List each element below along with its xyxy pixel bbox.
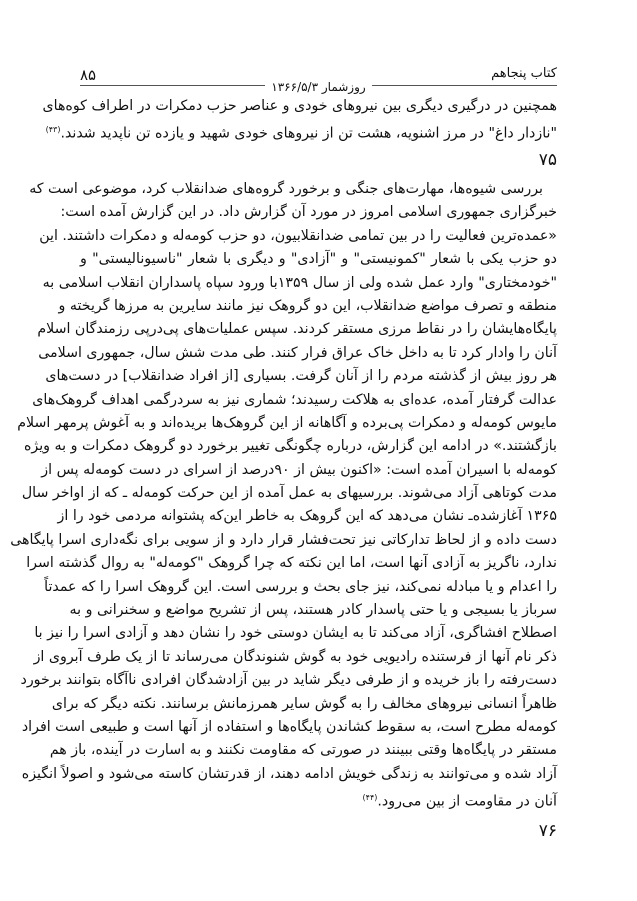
text-line <box>17 412 557 435</box>
text-line-content: اصطلاح افشاگری، آزاد می‌کند تا به ایشان دوستی خود را نشان دهد و آزادی اسرا را نیز با <box>34 625 557 642</box>
text-line-content: آنان را وادار کرد تا به داخل خاک عراق فرار کنند. طی مدت شش سال، جمهوری اسلامی <box>38 344 557 361</box>
text-line-content: پایگاه‌هایشان را در نقاط مرزی مستقر کردند. سپس عملیات‌های پی‌درپی رزمندگان اسلام <box>37 321 557 338</box>
text-line-content: دو حزب یکی با شعار "کمونیستی" و "آزادی" و دیگری با شعار "ناسیونالیستی" و <box>80 251 557 268</box>
text-line <box>69 599 557 622</box>
text-line <box>21 763 557 786</box>
text-line-content: ظاهراً انسانی نیروهای مخالف را به گوش سایر همرزمانش برسانند. نکته دیگر که برای <box>51 695 557 712</box>
text-line <box>45 365 557 388</box>
text-line <box>21 482 557 505</box>
text-line <box>29 178 557 201</box>
text-line <box>34 622 557 645</box>
text-line <box>20 669 557 692</box>
text-line-content: مایوس کومه‌له و دمکرات پی‌برده و آگاهانه از این گروهک‌ها بریده‌اند و به آغوش پرمهر اسلام <box>17 414 557 431</box>
text-line-content: را اعدام و یا مبادله نمی‌کند، نیز جای بحث و بررسی است. این گروهک اسرا را که عمدتاً <box>44 578 557 595</box>
text-line-content: خبرگزاری جمهوری اسلامی امروز در مورد آن گزارش داد. در این گزارش آمده است: <box>60 204 557 221</box>
text-line-content: "نازدار داغ" در مرز اشنویه، هشت تن از نیروهای خودی شهید و یازده تن ناپدید شدند. <box>60 126 557 143</box>
text-line <box>10 529 557 552</box>
text-line-content: مستقر در پایگاه‌ها وقتی ببینند در صورتی که مقاومت نکنند و به اسارت در آینده، باز هم <box>49 742 557 759</box>
entry-74-tail <box>42 95 557 143</box>
text-line-content: ندارد، ناگریز به آزادی آنها است، اما این نکته که چرا گروهک "کومه‌له" به روال گذشته اسرا <box>26 555 557 572</box>
text-line <box>51 693 557 716</box>
text-line-content: هر روز بیش از گذشته مردم را از آنان گرفت. بسیاری [از افراد ضدانقلاب] در دست‌های <box>45 368 557 385</box>
footnote-ref: (۴۳) <box>45 125 61 135</box>
text-line <box>41 459 557 482</box>
text-line <box>38 342 557 365</box>
text-line <box>23 435 557 458</box>
text-line-content: کومه‌له با اسیران آمده است: «اکنون بیش از ۹۰درصد از اسرای در دست کومه‌له پس از <box>41 461 557 478</box>
text-line-content: "خودمختاری" وارد عمل شده ولی از سال ۱۳۵۹با ورود سپاه پاسداران انقلاب اسلامی به <box>42 274 557 291</box>
text-line-content: دست‌رفته را باز خریده و از طرفی دیگر شاید در بین آزادشدگان افرادی ناآگاه بتوانند برخورد <box>20 672 557 689</box>
entry-number: ۷۶ <box>538 821 557 841</box>
text-line-content: مدت کوتاهی آزاد می‌شوند. بررسیهای به عمل آمده از این حرکت کومه‌له ـ که از اواخر سال <box>21 485 557 502</box>
running-header <box>80 66 557 94</box>
text-line-content: کومه‌له مطرح است، به سقوط کشاندن پایگاه‌ها و استفاده از آنها است و طبیعی است افراد <box>21 718 557 735</box>
text-line <box>42 272 557 295</box>
text-line <box>57 505 557 528</box>
text-line-content: آزاد شده و می‌توانند به زندگی خویش ادامه دهند، از قدرتشان کاسته می‌شود و اصولاً انگیزه <box>21 765 557 782</box>
text-line <box>80 248 557 271</box>
text-line <box>80 786 557 809</box>
text-line-content: ذکر نام آنها از فرستنده رادیویی خود به گوش شنوندگان می‌رساند تا از یک طرف آبروی از <box>33 648 557 665</box>
text-line-content: منطقه و تصرف مواضع ضدانقلاب، این دو گروهک نیز مانند سایرین به مرزها گریخته و <box>58 297 557 314</box>
text-line <box>33 646 557 669</box>
text-line <box>21 716 557 739</box>
text-line: همچنین در درگیری دیگری بین نیروهای خودی و عناصر حزب دمکرات در اطراف کوه‌های <box>42 98 557 114</box>
text-line-content: بررسی شیوه‌ها، مهارت‌های جنگی و برخورد گروه‌های ضدانقلاب کرد، موضوعی است که <box>29 181 543 197</box>
text-line <box>37 318 557 341</box>
text-line <box>26 552 557 575</box>
text-line <box>32 389 557 412</box>
text-line-content: ۱۳۶۵ آغازشده‌ـ نشان می‌دهد که این گروهک به خاطر این‌که پشتوانه مردمی خود را از <box>57 508 557 525</box>
text-line-content: «عمده‌ترین فعالیت را در بین تمامی ضدانقلابیون، دو حزب کومه‌له و دمکرات داشتند. این <box>39 227 557 244</box>
text-line-content: آنان در مقاومت از بین می‌رود. <box>377 793 557 810</box>
text-line <box>44 576 557 599</box>
text-line-content: عدالت گرفتار آمده، عده‌ای به هلاکت رسیدند؛ شماری نیز به سردرگمی اهداف گروهک‌های <box>32 391 557 408</box>
text-line <box>58 295 557 318</box>
text-line <box>49 739 557 762</box>
text-line <box>60 201 557 224</box>
entry-75-body <box>10 178 557 810</box>
text-line <box>45 118 557 143</box>
text-line-content: دست داده و از لحاظ تدارکاتی نیز تحت‌فشار قرار دارد و از سویی برای نگه‌داری اسرا پایگاهی <box>10 531 557 548</box>
footnote-ref: (۴۴) <box>362 793 378 803</box>
date-label: روزشمار ۱۳۶۶/۵/۳ <box>265 80 371 94</box>
text-line-content: بازگشتند.» در ادامه این گزارش، درباره چگونگی تغییر برخورد دو گروهک دمکرات و به ویژه <box>23 438 557 455</box>
text-line-content: سرباز یا بسیجی و یا حتی پاسدار کادر هستند، پس از تشریح مواضع و سخنرانی و به <box>69 602 557 619</box>
book-title: کتاب پنجاهم <box>491 66 557 81</box>
entry-number: ۷۵ <box>538 150 557 170</box>
text-line <box>39 225 557 248</box>
page-number: ۸۵ <box>80 66 97 84</box>
